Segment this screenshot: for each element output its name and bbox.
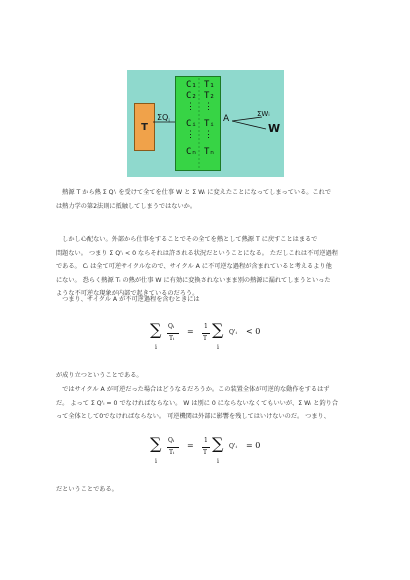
- temp-label: ⋮: [204, 102, 213, 112]
- temp-label: Tᵢ: [204, 119, 215, 129]
- temp-label: T₁: [204, 80, 215, 90]
- paragraph-3: つまり、サイクル A が不可逆過程を含むときには: [56, 296, 200, 303]
- cycle-a-label: A: [223, 114, 230, 124]
- paragraph-1: 熱源 T から熱 Σ Q'ᵢ を受けて全てを仕事 W と Σ Wᵢ に変えたことになってしまっている。これで は熱力学の第2法則に抵触してしまうではないか。: [56, 189, 332, 210]
- formula-irreversible: ∑ i Qᵢ Tᵢ = 1 T ∑ i Q'ᵢ < 0: [150, 320, 261, 351]
- cycle-label: C₁: [186, 80, 197, 90]
- paragraph-5: ではサイクル A が可逆だった場合はどうなるだろうか。この装置全体が可逆的な動作をするはず だ。 よって Σ Q'ᵢ = 0 でなければならない。 W は別に 0 にならないなくてもいいが、Σ Wᵢ と釣り合 って全体として0でなければならない。 可逆機関は外部に影響を残してはいけないのだ。 つまり、: [56, 386, 339, 421]
- engine-temp-list: [204, 80, 215, 158]
- heat-flow-label: $\Sigma Q_i$: [157, 113, 170, 125]
- cycle-label: C₂: [186, 91, 197, 101]
- sum-work-label: ΣWᵢ: [257, 110, 270, 118]
- temp-label: T₂: [204, 91, 215, 101]
- temp-label: ⋮: [204, 130, 213, 140]
- heat-source-box: [134, 103, 155, 151]
- work-label: W: [268, 122, 281, 135]
- temp-label: Tₙ: [204, 147, 215, 157]
- paragraph-4: が成り立つということである。: [56, 372, 143, 379]
- formula-reversible: ∑ i Qᵢ Tᵢ = 1 T ∑ i Q'ᵢ = 0: [150, 434, 261, 465]
- cycle-label: Cᵢ: [186, 119, 197, 129]
- cycle-label: ⋮: [186, 130, 195, 140]
- cycle-label: Cₙ: [186, 147, 197, 157]
- cycle-label: ⋮: [186, 102, 195, 112]
- paragraph-6: だということである。: [56, 486, 118, 493]
- paragraph-2: しかし心配ない。外部から仕事をすることでその全てを熱として熱源 T に戻すことはまるで 問題ない。 つまり Σ Q'ᵢ < 0 ならそれは許される状況だということになる。 ただしこれは不可逆過程 である。 Cᵢ は全て可逆サイクルなので、サイクル A に不可逆な過程が含まれていると考えるより他 にない。 恐らく熱源 Tᵢ の熱が仕事 W に有効に変換されないまま別の熱源に漏れてしまうといった ような不可逆な現象が内部で起きているのだろう。: [56, 236, 338, 298]
- heat-source-label: T: [141, 121, 148, 133]
- engine-divider: [196, 78, 202, 168]
